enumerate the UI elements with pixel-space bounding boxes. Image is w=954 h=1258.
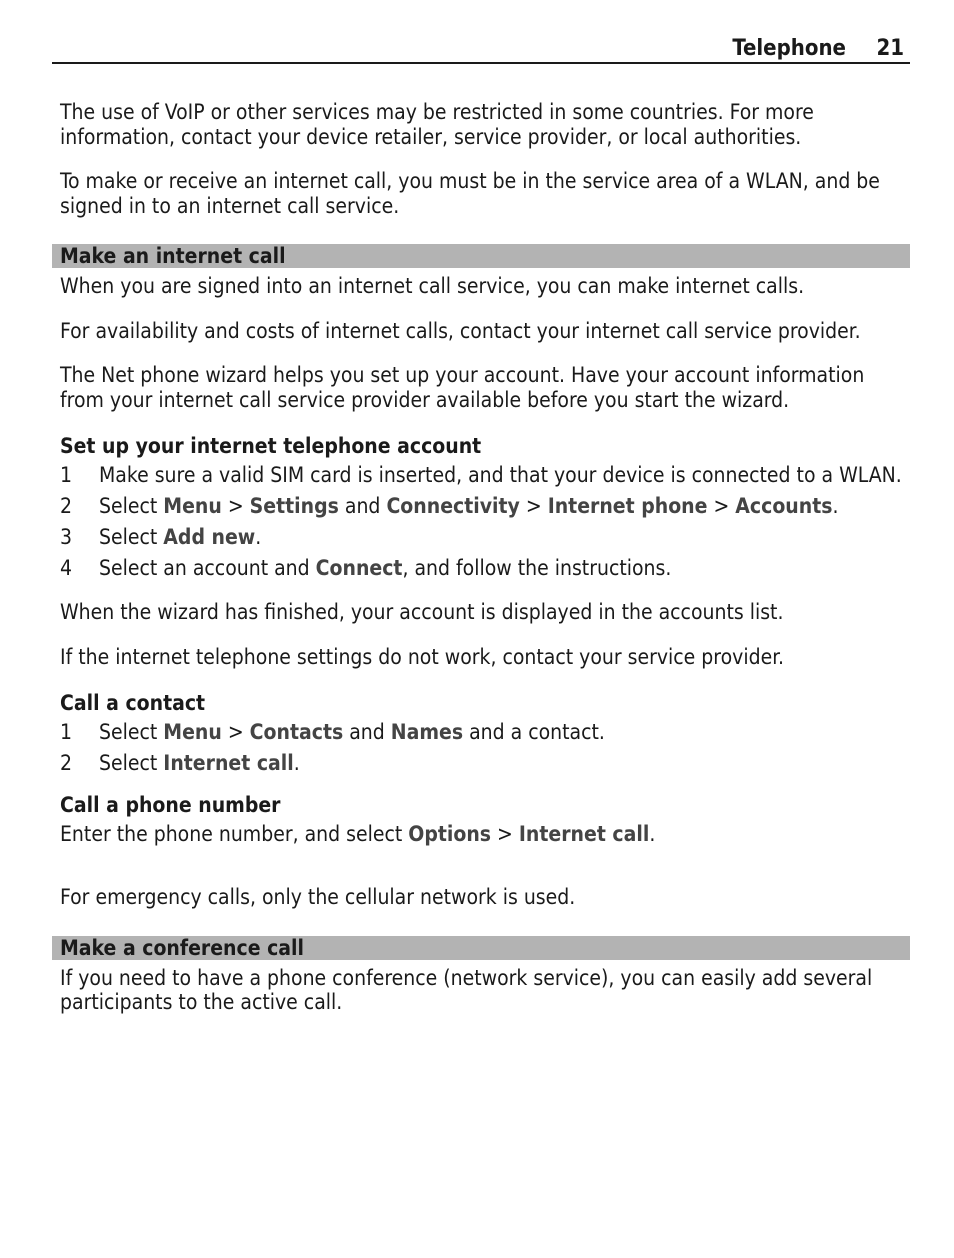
conference-paragraph: If you need to have a phone conference (network service), you can easily add several participants to the active call.: [60, 965, 873, 1014]
connectivity-key: Connectivity: [386, 493, 520, 518]
subheading-call-contact: Call a contact: [60, 691, 206, 715]
menu-key: Menu: [163, 719, 222, 744]
body-text: Enter the phone number, and select: [60, 821, 409, 846]
step-text: Select an account and: [99, 555, 316, 580]
step-number: 2: [60, 750, 73, 775]
step-text: >: [707, 493, 736, 518]
make-call-paragraph-1: When you are signed into an internet call service, you can make internet calls.: [60, 274, 805, 298]
step-number: 4: [60, 555, 73, 580]
chapter-title: Telephone: [732, 36, 846, 61]
emergency-paragraph: For emergency calls, only the cellular network is used.: [60, 885, 576, 909]
list-item: [52, 720, 910, 745]
call-contact-steps-list: [52, 720, 910, 776]
step-text: .: [255, 524, 262, 549]
body-text: .: [649, 821, 656, 846]
list-item: [52, 463, 910, 488]
setup-steps-list: [52, 463, 910, 581]
step-text: Make sure a valid SIM card is inserted, and that your device is connected to a WLAN.: [99, 462, 902, 487]
step-text: and a contact.: [463, 719, 605, 744]
add-new-key: Add new: [163, 524, 256, 549]
page-number: 21: [876, 36, 904, 61]
list-item: [52, 556, 910, 581]
step-number: 3: [60, 524, 73, 549]
step-number: 1: [60, 719, 73, 744]
subheading-setup-account: Set up your internet telephone account: [60, 434, 482, 458]
internet-call-key: Internet call: [518, 821, 650, 846]
body-text: >: [491, 821, 519, 846]
step-text: >: [221, 719, 250, 744]
list-item: [52, 751, 910, 776]
section-heading-conference-call: Make a conference call: [52, 936, 910, 960]
options-key: Options: [408, 821, 492, 846]
connect-key: Connect: [315, 555, 403, 580]
setup-paragraph-2: If the internet telephone settings do not work, contact your service provider.: [60, 644, 785, 669]
internet-call-key: Internet call: [163, 750, 294, 775]
step-text: Select: [99, 524, 164, 549]
step-text: and: [338, 493, 387, 518]
step-text: >: [221, 493, 250, 518]
accounts-key: Accounts: [735, 493, 833, 518]
step-text: >: [519, 493, 548, 518]
list-item: [52, 525, 910, 550]
step-text: Select: [99, 493, 164, 518]
names-key: Names: [390, 719, 464, 744]
settings-key: Settings: [249, 493, 339, 518]
internet-phone-key: Internet phone: [547, 493, 708, 518]
step-text: Select: [99, 750, 164, 775]
list-item: [52, 494, 910, 519]
intro-paragraph-1: The use of VoIP or other services may be restricted in some countries. For more information, contact your device retailer, service provider, or local authorities.: [60, 100, 814, 149]
step-text: and: [343, 719, 391, 744]
make-call-paragraph-2: For availability and costs of internet calls, contact your internet call service provider.: [60, 318, 861, 343]
step-text: , and follow the instructions.: [402, 555, 672, 580]
contacts-key: Contacts: [249, 719, 344, 744]
setup-paragraph-1: When the wizard has finished, your account is displayed in the accounts list.: [60, 600, 784, 624]
make-call-paragraph-3: The Net phone wizard helps you set up your account. Have your account information from your internet call service provider available before you start the wizard.: [60, 363, 865, 412]
page-header: [52, 30, 910, 64]
call-number-paragraph: [52, 822, 910, 847]
step-text: .: [293, 750, 300, 775]
step-text: .: [832, 493, 839, 518]
step-text: Select: [99, 719, 164, 744]
subheading-call-number: Call a phone number: [60, 793, 281, 817]
section-heading-make-internet-call: Make an internet call: [52, 244, 910, 268]
step-number: 2: [60, 493, 73, 518]
step-number: 1: [60, 462, 73, 487]
menu-key: Menu: [163, 493, 222, 518]
page-content: [52, 100, 910, 1035]
intro-paragraph-2: To make or receive an internet call, you must be in the service area of a WLAN, and be signed in to an internet call service.: [60, 169, 880, 218]
